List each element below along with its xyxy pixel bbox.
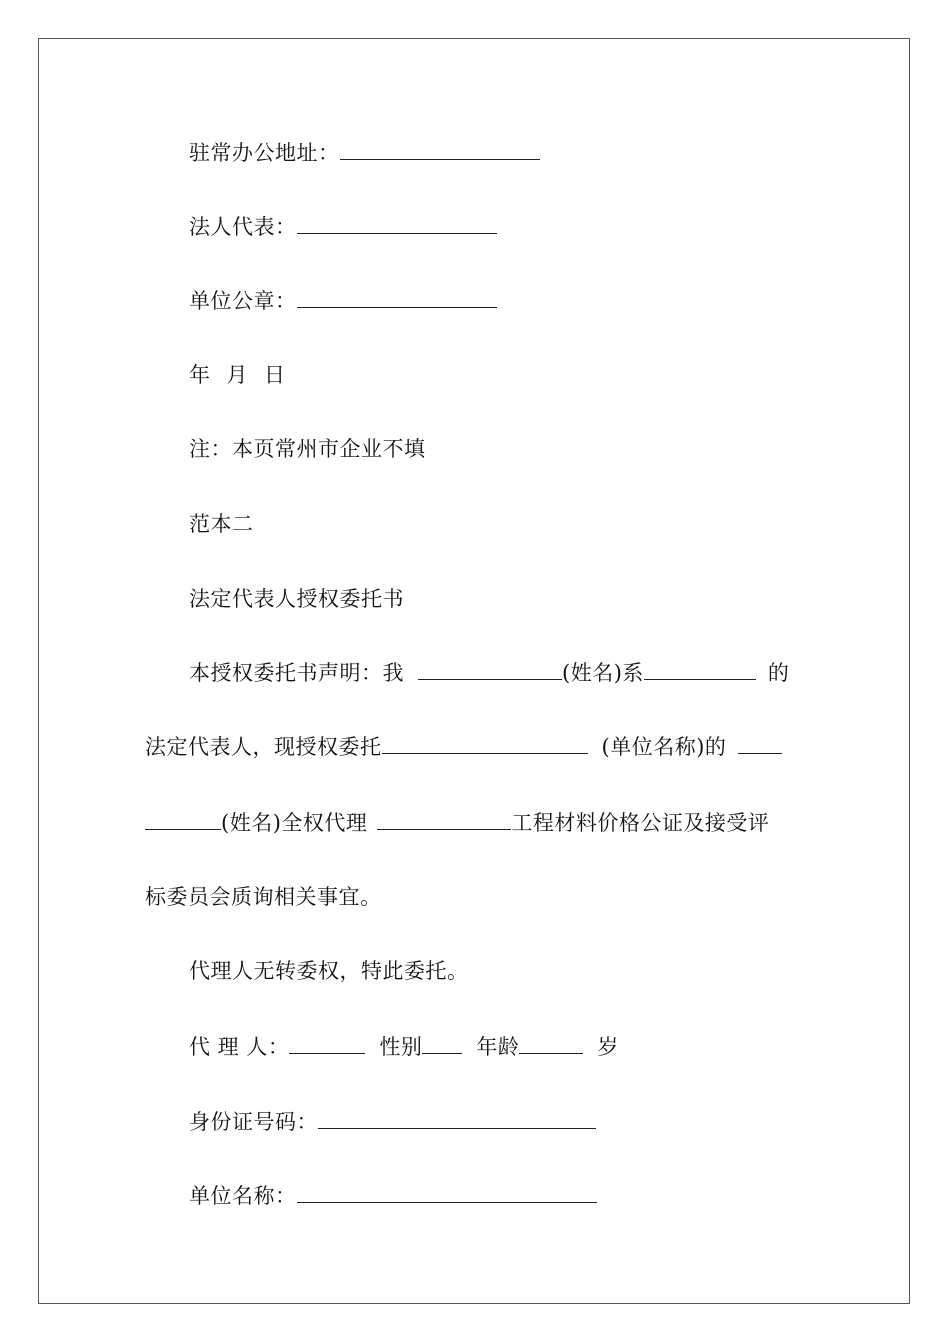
declaration-line-2 <box>145 734 782 760</box>
declaration-prefix: 本授权委托书声明：我 <box>189 661 404 685</box>
declaration-line-1 <box>189 660 789 686</box>
id-number-blank[interactable] <box>318 1109 596 1129</box>
gender-blank[interactable] <box>422 1034 462 1054</box>
declaration-agent-paren: (姓名)全权代理 <box>221 811 368 835</box>
declaration-line2-prefix: 法定代表人，现授权委托 <box>145 735 382 759</box>
legal-rep-blank[interactable] <box>297 214 497 234</box>
id-number-label: 身份证号码： <box>189 1110 318 1134</box>
id-number-row <box>189 1109 596 1135</box>
office-address-blank[interactable] <box>340 140 540 160</box>
project-name-blank[interactable] <box>377 810 511 830</box>
template-heading: 范本二 <box>189 512 254 536</box>
unit-name-row <box>189 1183 597 1209</box>
age-unit: 岁 <box>597 1035 619 1059</box>
company-seal-label: 单位公章： <box>189 289 297 313</box>
agent-blank[interactable] <box>289 1034 365 1054</box>
agent-label: 代 理 人： <box>189 1035 290 1059</box>
company-seal-row <box>189 288 497 314</box>
agent-name-blank-start[interactable] <box>738 734 782 754</box>
legal-rep-row <box>189 214 497 240</box>
age-label: 年龄 <box>476 1035 520 1059</box>
date-day: 日 <box>264 363 286 387</box>
office-address-row <box>189 140 540 166</box>
principal-company-blank[interactable] <box>644 660 756 680</box>
date-year: 年 <box>189 363 211 387</box>
legal-rep-label: 法人代表： <box>189 215 297 239</box>
unit-name-blank[interactable] <box>297 1183 597 1203</box>
document-title: 法定代表人授权委托书 <box>189 587 404 611</box>
agent-name-blank-end[interactable] <box>145 810 221 830</box>
declaration-name-paren: (姓名)系 <box>562 661 644 685</box>
office-address-label: 驻常办公地址： <box>189 141 340 165</box>
declaration-line-3 <box>145 810 769 836</box>
date-month: 月 <box>226 363 248 387</box>
agent-unit-blank[interactable] <box>382 734 588 754</box>
declaration-line-4: 标委员会质询相关事宜。 <box>145 885 382 909</box>
note-text: 注：本页常州市企业不填 <box>189 437 426 461</box>
gender-label: 性别 <box>379 1035 423 1059</box>
age-blank[interactable] <box>519 1034 583 1054</box>
company-seal-blank[interactable] <box>297 288 497 308</box>
declaration-line3-suffix: 工程材料价格公证及接受评 <box>511 811 770 835</box>
no-delegation-text: 代理人无转委权，特此委托。 <box>189 959 469 983</box>
principal-name-blank[interactable] <box>418 660 562 680</box>
declaration-unit-paren: (单位名称)的 <box>601 735 727 759</box>
agent-details-row <box>189 1034 619 1060</box>
declaration-of: 的 <box>767 661 790 685</box>
unit-name-label: 单位名称： <box>189 1184 297 1208</box>
date-row <box>189 362 286 388</box>
